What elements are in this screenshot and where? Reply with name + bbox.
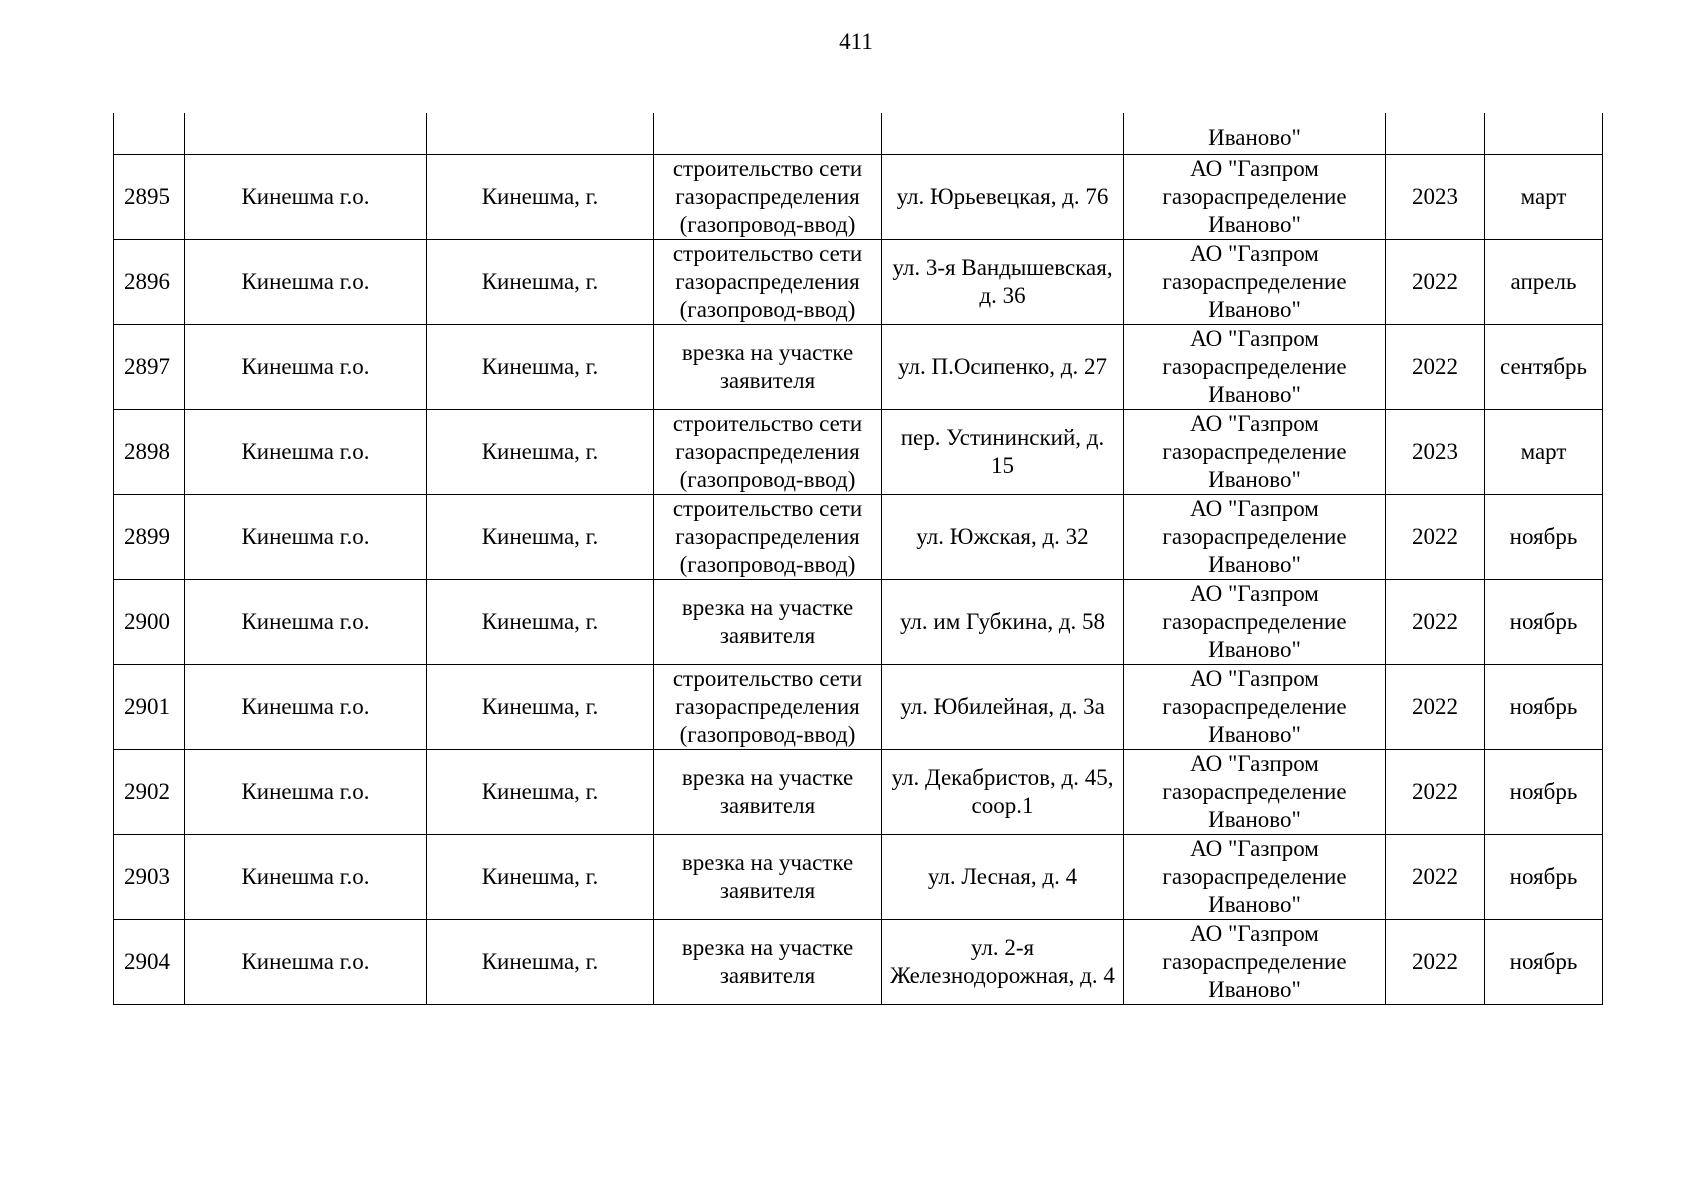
cell-organization: АО "Газпром газораспределение Иваново" [1124,749,1386,834]
cell-work: строительство сети газораспределения (газопровод-ввод) [654,494,882,579]
cell-num: 2897 [114,324,185,409]
cell-month: ноябрь [1485,919,1603,1004]
cell-year: 2022 [1386,919,1485,1004]
cell-organization: АО "Газпром газораспределение Иваново" [1124,239,1386,324]
cell-district: Кинешма г.о. [185,749,427,834]
cell-work [654,113,882,154]
cell-organization: АО "Газпром газораспределение Иваново" [1124,919,1386,1004]
cell-work: врезка на участке заявителя [654,324,882,409]
cell-num: 2903 [114,834,185,919]
cell-num [114,113,185,154]
cell-locality: Кинешма, г. [427,664,654,749]
cell-address: ул. Юрьевецкая, д. 76 [882,154,1124,239]
cell-address: ул. Юбилейная, д. 3а [882,664,1124,749]
cell-work: строительство сети газораспределения (газопровод-ввод) [654,154,882,239]
table-row [114,664,1603,749]
cell-work: строительство сети газораспределения (газопровод-ввод) [654,239,882,324]
cell-organization: АО "Газпром газораспределение Иваново" [1124,494,1386,579]
cell-work: врезка на участке заявителя [654,579,882,664]
cell-district: Кинешма г.о. [185,919,427,1004]
cell-district: Кинешма г.о. [185,409,427,494]
cell-address: ул. Южская, д. 32 [882,494,1124,579]
cell-address [882,113,1124,154]
cell-locality [427,113,654,154]
cell-district: Кинешма г.о. [185,239,427,324]
cell-locality: Кинешма, г. [427,239,654,324]
cell-locality: Кинешма, г. [427,154,654,239]
page-number: 411 [839,29,873,54]
cell-year: 2022 [1386,239,1485,324]
cell-month [1485,113,1603,154]
table-row [114,749,1603,834]
cell-address: ул. 2-я Железнодорожная, д. 4 [882,919,1124,1004]
cell-year: 2022 [1386,324,1485,409]
table-row [114,154,1603,239]
cell-address: ул. Декабристов, д. 45, соор.1 [882,749,1124,834]
table-row [114,409,1603,494]
table-row [114,324,1603,409]
cell-organization: АО "Газпром газораспределение Иваново" [1124,579,1386,664]
cell-locality: Кинешма, г. [427,494,654,579]
table-row [114,239,1603,324]
cell-district [185,113,427,154]
cell-district: Кинешма г.о. [185,664,427,749]
cell-district: Кинешма г.о. [185,494,427,579]
table-row [114,494,1603,579]
cell-work: врезка на участке заявителя [654,919,882,1004]
cell-address: ул. Лесная, д. 4 [882,834,1124,919]
cell-num: 2901 [114,664,185,749]
gasification-table [113,113,1603,1005]
cell-month: ноябрь [1485,494,1603,579]
cell-organization: АО "Газпром газораспределение Иваново" [1124,154,1386,239]
cell-year: 2022 [1386,749,1485,834]
cell-address: ул. 3-я Вандышевская, д. 36 [882,239,1124,324]
cell-num: 2904 [114,919,185,1004]
cell-organization: АО "Газпром газораспределение Иваново" [1124,409,1386,494]
cell-num: 2895 [114,154,185,239]
cell-locality: Кинешма, г. [427,324,654,409]
cell-organization: Иваново" [1124,113,1386,154]
cell-district: Кинешма г.о. [185,324,427,409]
cell-locality: Кинешма, г. [427,579,654,664]
cell-year [1386,113,1485,154]
cell-month: ноябрь [1485,834,1603,919]
cell-month: ноябрь [1485,664,1603,749]
cell-district: Кинешма г.о. [185,834,427,919]
cell-locality: Кинешма, г. [427,919,654,1004]
cell-num: 2900 [114,579,185,664]
cell-work: строительство сети газораспределения (газопровод-ввод) [654,409,882,494]
cell-organization: АО "Газпром газораспределение Иваново" [1124,664,1386,749]
cell-year: 2022 [1386,664,1485,749]
cell-num: 2899 [114,494,185,579]
table-row [114,919,1603,1004]
cell-year: 2023 [1386,409,1485,494]
cell-organization: АО "Газпром газораспределение Иваново" [1124,324,1386,409]
cell-month: ноябрь [1485,579,1603,664]
cell-address: ул. П.Осипенко, д. 27 [882,324,1124,409]
cell-year: 2022 [1386,579,1485,664]
cell-month: март [1485,154,1603,239]
cell-year: 2022 [1386,834,1485,919]
cell-organization: АО "Газпром газораспределение Иваново" [1124,834,1386,919]
cell-year: 2022 [1386,494,1485,579]
cell-district: Кинешма г.о. [185,579,427,664]
cell-address: ул. им Губкина, д. 58 [882,579,1124,664]
cell-year: 2023 [1386,154,1485,239]
cell-month: март [1485,409,1603,494]
table-row [114,579,1603,664]
cell-num: 2898 [114,409,185,494]
cell-work: врезка на участке заявителя [654,834,882,919]
cell-locality: Кинешма, г. [427,749,654,834]
cell-work: строительство сети газораспределения (газопровод-ввод) [654,664,882,749]
cell-num: 2896 [114,239,185,324]
cell-month: ноябрь [1485,749,1603,834]
cell-month: сентябрь [1485,324,1603,409]
table-row [114,834,1603,919]
cell-month: апрель [1485,239,1603,324]
cell-work: врезка на участке заявителя [654,749,882,834]
cell-locality: Кинешма, г. [427,409,654,494]
continued-row [114,113,1603,154]
cell-address: пер. Устининский, д. 15 [882,409,1124,494]
cell-locality: Кинешма, г. [427,834,654,919]
cell-district: Кинешма г.о. [185,154,427,239]
cell-num: 2902 [114,749,185,834]
